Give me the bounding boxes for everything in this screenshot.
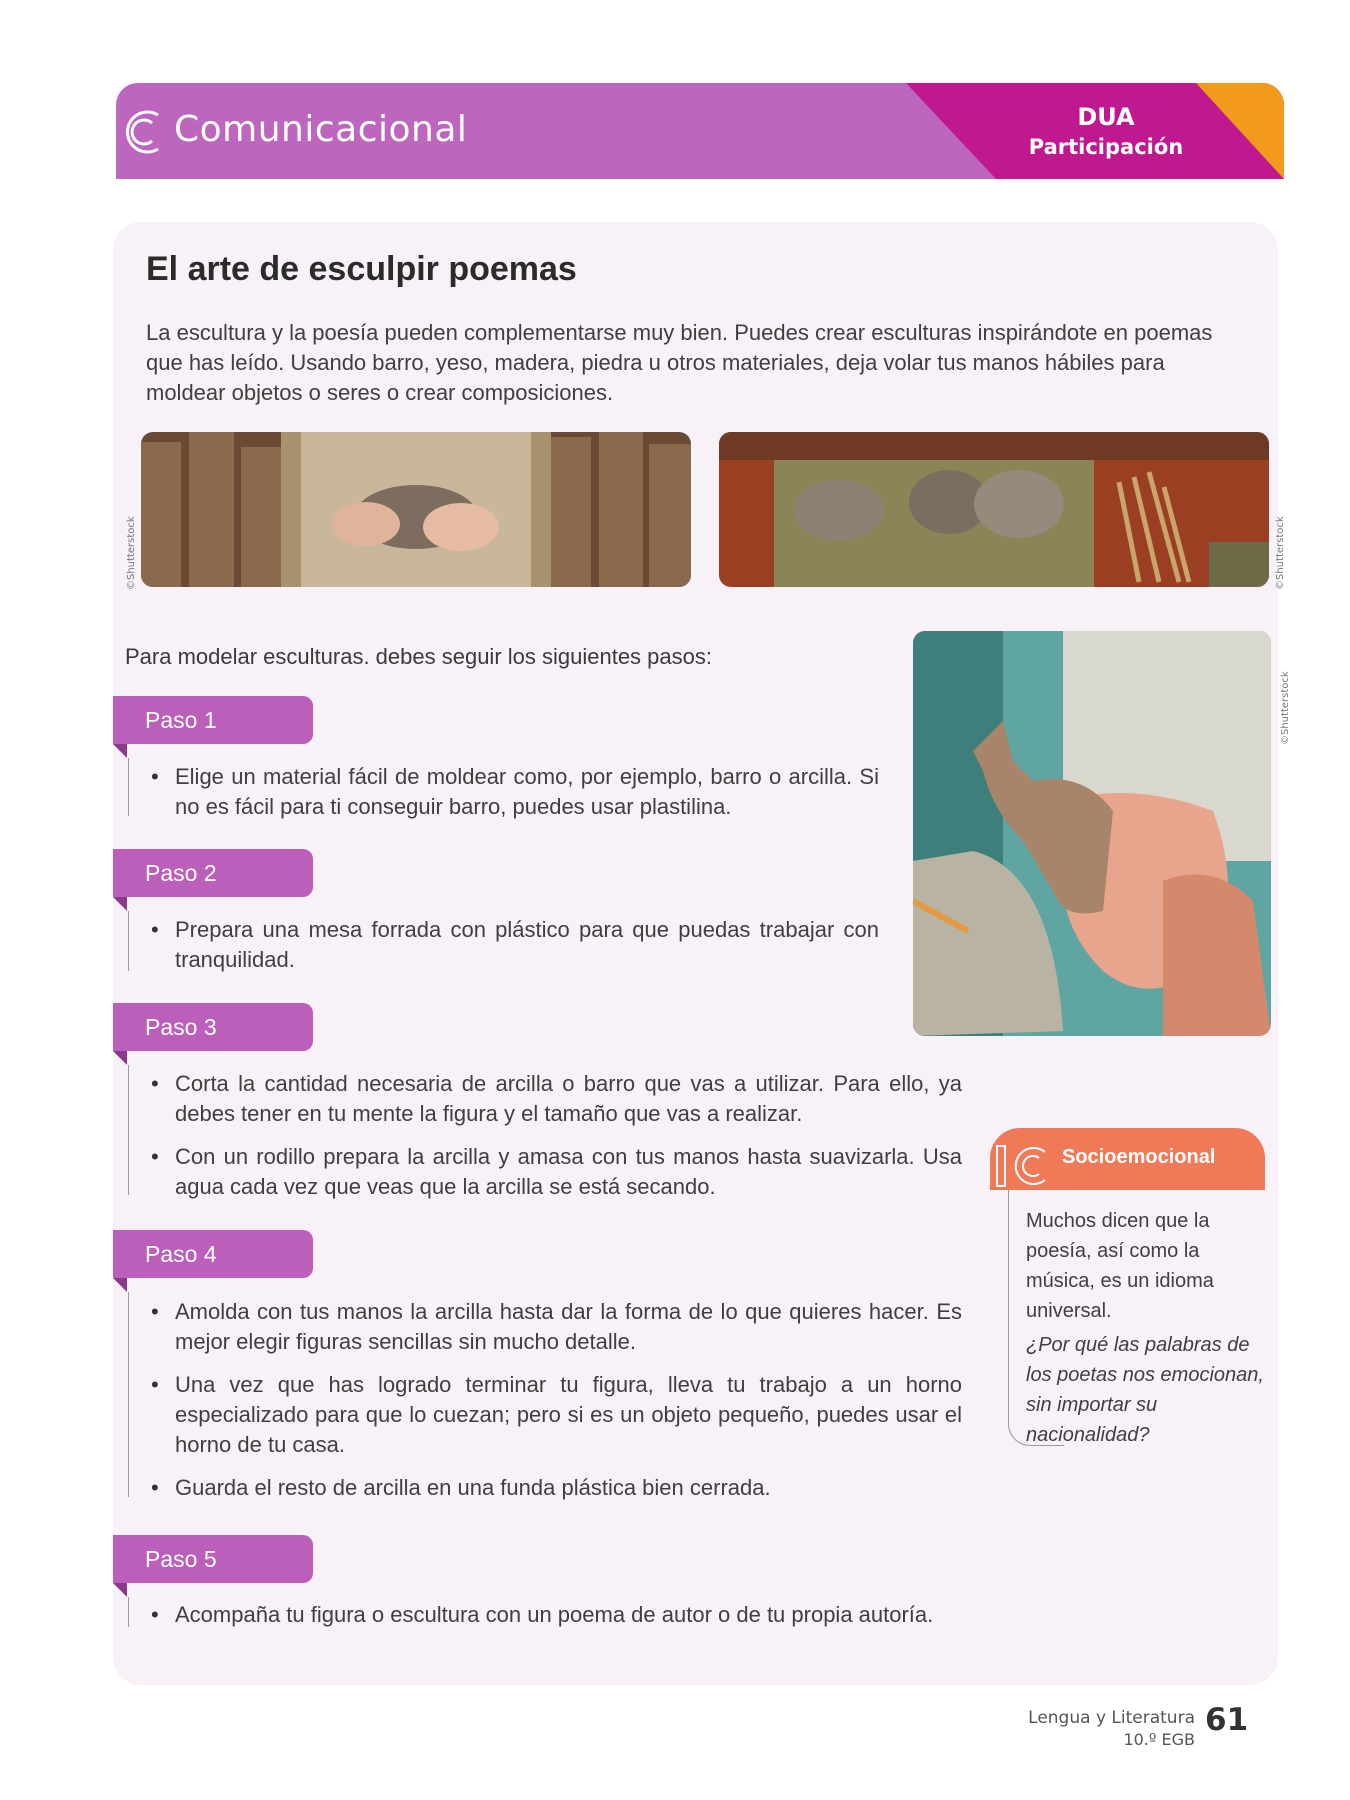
- steps-intro: Para modelar esculturas. debes seguir los siguientes pasos:: [125, 644, 712, 669]
- step-4-list: [147, 1297, 962, 1516]
- step-4-item-2: • Una vez que has logrado terminar tu figura, lleva tu trabajo a un horno especializado para que lo cuezan; pero si es un objeto pequeño, puedes usar el horno de tu casa.: [147, 1370, 962, 1460]
- step-3-item-1: • Corta la cantidad necesaria de arcilla o barro que vas a utilizar. Para ello, ya debes tener en tu mente la figura y el tamaño que vas a realizar.: [147, 1069, 962, 1129]
- step-4-tab: Paso 4: [113, 1230, 313, 1278]
- step-4-item-3: • Guarda el resto de arcilla en una funda plástica bien cerrada.: [147, 1473, 962, 1503]
- step-2-list: [147, 915, 879, 988]
- step-4-line: [128, 1292, 129, 1497]
- step-1-item-1: • Elige un material fácil de moldear como, por ejemplo, barro o arcilla. Si no es fácil para ti conseguir barro, puedes usar plastilina.: [147, 762, 879, 822]
- step-3-tab: Paso 3: [113, 1003, 313, 1051]
- step-2-line: [128, 911, 129, 971]
- step-5-tab: Paso 5: [113, 1535, 313, 1583]
- dua-label: DUA: [1077, 103, 1135, 131]
- step-1-line: [128, 758, 129, 816]
- step-4-fold: [113, 1278, 127, 1292]
- photo-credit-3: ©Shutterstock: [1280, 671, 1291, 745]
- step-4-item-1: • Amolda con tus manos la arcilla hasta dar la forma de lo que quieres hacer. Es mejor elegir figuras sencillas sin mucho detalle.: [147, 1297, 962, 1357]
- step-1-fold: [113, 744, 127, 758]
- socioemocional-label: Socioemocional: [1062, 1146, 1216, 1168]
- step-5-line: [128, 1597, 129, 1627]
- step-5-item-1: • Acompaña tu figura o escultura con un poema de autor o de tu propia autoría.: [147, 1600, 962, 1630]
- photo-clay-table: [719, 432, 1269, 587]
- section-header: [116, 83, 1284, 179]
- step-2-fold: [113, 897, 127, 911]
- step-2-item-1: • Prepara una mesa forrada con plástico para que puedas trabajar con tranquilidad.: [147, 915, 879, 975]
- socioemocional-question: ¿Por qué las palabras de los poetas nos emocionan, sin importar su nacionalidad?: [1026, 1334, 1264, 1446]
- step-5-fold: [113, 1583, 127, 1597]
- step-2-tab: Paso 2: [113, 849, 313, 897]
- section-title: Comunicacional: [174, 109, 468, 150]
- photo-credit-1: ©Shutterstock: [126, 516, 137, 590]
- step-3-line: [128, 1065, 129, 1195]
- step-3-item-2: • Con un rodillo prepara la arcilla y amasa con tus manos hasta suavizarla. Usa agua cada vez que veas que la arcilla se está secando.: [147, 1142, 962, 1202]
- step-5-list: [147, 1600, 962, 1643]
- step-3-list: [147, 1069, 962, 1215]
- intro-paragraph: La escultura y la poesía pueden complementarse muy bien. Puedes crear esculturas inspirándote en poemas que has leído. Usando barro, yeso, madera, piedra u otros materiales, deja volar tus manos hábiles para moldear objetos o seres o crear composiciones.: [146, 320, 1213, 405]
- socioemocional-ic-icon: [993, 1140, 1053, 1190]
- photo-credit-2: ©Shutterstock: [1275, 516, 1286, 590]
- footer-subject: Lengua y Literatura: [1028, 1708, 1195, 1728]
- article-title: El arte de esculpir poemas: [146, 250, 577, 288]
- socioemocional-text: Muchos dicen que la poesía, así como la música, es un idioma universal.: [1026, 1210, 1214, 1322]
- page-number: 61: [1205, 1702, 1249, 1738]
- photo-hands-clay: [141, 432, 691, 587]
- photo-figurine: [913, 631, 1271, 1036]
- step-1-tab: Paso 1: [113, 696, 313, 744]
- step-3-fold: [113, 1051, 127, 1065]
- footer-grade: 10.º EGB: [1123, 1730, 1195, 1749]
- step-1-list: [147, 762, 879, 835]
- comunicacional-c-icon: [116, 103, 174, 161]
- dua-subtitle: Participación: [1028, 135, 1184, 159]
